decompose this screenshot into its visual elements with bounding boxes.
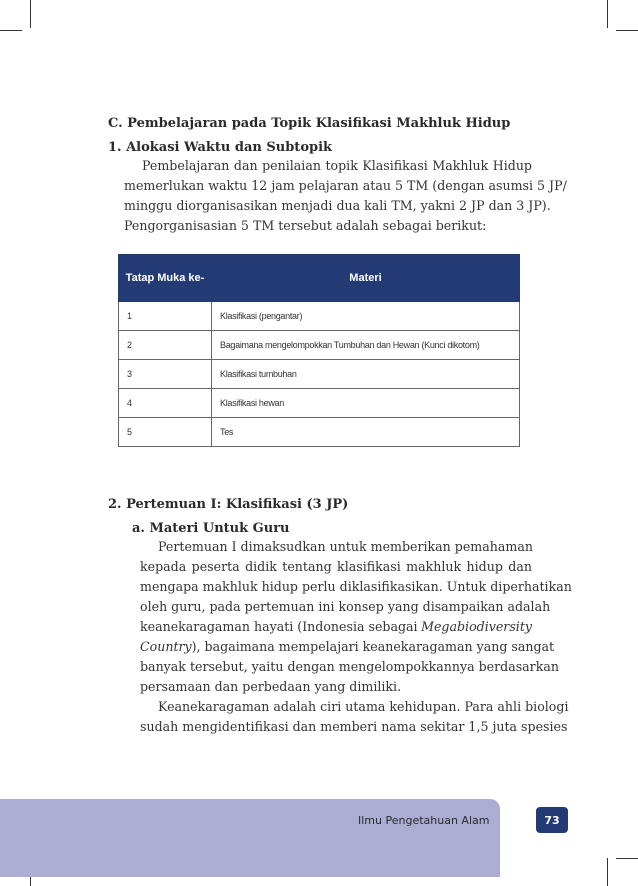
crop-mark [0,30,22,31]
table-row [119,331,520,360]
paragraph-line: banyak tersebut, yaitu dengan mengelompokkannya berdasarkan [140,659,559,674]
subsection-title-1: 1. Alokasi Waktu dan Subtopik [108,140,333,155]
table-cell: Klasifikasi tumbuhan [212,360,520,389]
table-row [119,418,520,447]
paragraph-line: Pembelajaran dan penilaian topik Klasifikasi Makhluk Hidup [142,158,532,173]
table-cell: Klasifikasi (pengantar) [212,302,520,331]
paragraph-line: Keanekaragaman adalah ciri utama kehidupan. Para ahli biologi [158,699,569,714]
footer-band [0,799,500,877]
text-run: keanekaragaman hayati (Indonesia sebagai [140,619,418,634]
text-run-italic: Country [140,639,192,654]
page-number: 73 [536,807,568,833]
section-title: C. Pembelajaran pada Topik Klasifikasi Makhluk Hidup [108,116,511,131]
table-cell: 1 [119,302,212,331]
crop-mark [30,0,31,28]
table-cell: 5 [119,418,212,447]
paragraph-line: minggu diorganisasikan menjadi dua kali TM, yakni 2 JP dan 3 JP). [124,198,551,213]
text-run: ), bagaimana mempelajari keanekaragaman yang sangat [191,639,555,654]
paragraph-diversity [140,697,569,737]
table-row [119,360,520,389]
table-row [119,389,520,418]
paragraph-line [140,617,532,637]
text-run-italic: Megabiodiversity [421,619,532,634]
crop-mark [607,858,608,886]
paragraph-line: Pertemuan I dimaksudkan untuk memberikan pemahaman [158,539,533,554]
paragraph-line: sudah mengidentifikasi dan memberi nama sekitar 1,5 juta spesies [140,719,568,734]
paragraph-teacher-material [140,537,572,697]
table-cell: 4 [119,389,212,418]
table-cell: 3 [119,360,212,389]
table-row [119,302,520,331]
paragraph-line: mengapa makhluk hidup perlu diklasifikasikan. Untuk diperhatikan [140,579,572,594]
paragraph-line [140,637,555,657]
meeting-table [118,254,520,447]
subsection-title-2: 2. Pertemuan I: Klasifikasi (3 JP) [108,497,349,512]
paragraph-line: memerlukan waktu 12 jam pelajaran atau 5 TM (dengan asumsi 5 JP/ [124,178,567,193]
crop-mark [616,858,638,859]
table-cell: Bagaimana mengelompokkan Tumbuhan dan Hewan (Kunci dikotom) [212,331,520,360]
table-cell: 2 [119,331,212,360]
crop-mark [616,30,638,31]
table-header-material: Materi [212,255,520,302]
paragraph-line: Pengorganisasian 5 TM tersebut adalah sebagai berikut: [124,218,487,233]
crop-mark [607,0,608,28]
paragraph-line: persamaan dan perbedaan yang dimiliki. [140,679,402,694]
table-header-meeting: Tatap Muka ke- [119,255,212,302]
table-cell: Klasifikasi hewan [212,389,520,418]
paragraph-allocation [124,156,567,236]
paragraph-line: oleh guru, pada pertemuan ini konsep yang disampaikan adalah [140,599,551,614]
table-cell: Tes [212,418,520,447]
subsection-title-2a: a. Materi Untuk Guru [132,521,290,536]
paragraph-line: kepada peserta didik tentang klasifikasi makhluk hidup dan [140,559,532,574]
book-title: Ilmu Pengetahuan Alam [358,814,490,827]
